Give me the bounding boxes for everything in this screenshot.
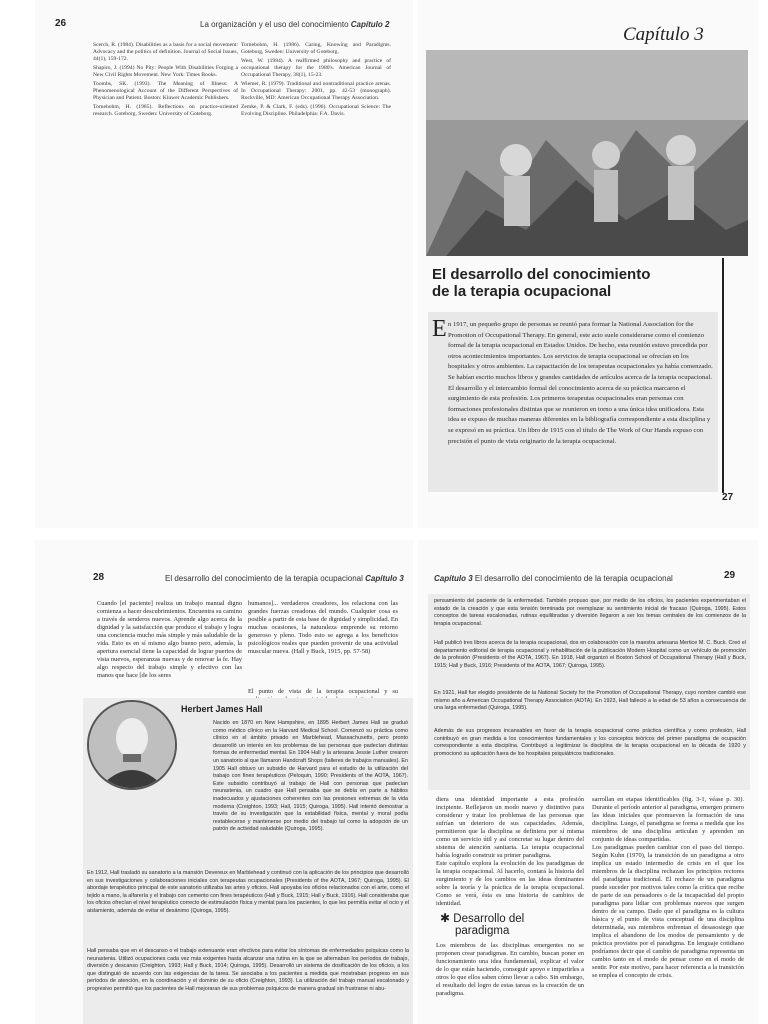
- page-number: 27: [722, 492, 734, 503]
- intro-paragraph: n 1917, un pequeño grupo de personas se reunió para formar la National Association for the Promotion of Occupational Therapy. En general, este acto suele considerarse como el comienzo formal de la terapia ocupacional en Estados Unidos. De hecho, esta reunión estuvo precedida por otros acontecimientos importantes. Los servicios de terapia ocupacional se ofrecían en los hospitales y otros ambientes. La capacitación de los terapeutas ocupacionales ya había comenzado. Se habían escrito muchos libros y grandes cantidades de artículos acerca de la terapia ocupacional. El desarrollo y el intercambio formal del conocimiento acerca de su práctica marcaron el surgimiento de esta profesión. Los primeros terapeutas ocupacionales eran personas con formaciones profesionales distintas que se reunieron en torno a una única idea unificadora. Esta idea se expuso de muchas maneras diferentes en la bibliografía correspondiente a esta disciplina y se expresó en su práctica. Un libro de 1915 con el título de The Work of Our Hands expuso con precisión el punto de vista originario de la terapia ocupacional.: [448, 321, 713, 445]
- quote-column-1: Cuando [el paciente] realiza un trabajo manual digno comienza a hacer descubrimientos. Encuentra su camino a través de senderos nuevos. Aprende algo acerca de la dignidad y la satisfacción que produce el trabajo y logra una conciencia mucho más simple y más saludable de la vida. Esto es en sí mismo algo bueno pero, además, la apertura esencial tiene la capacidad de lograr puertos de vista nuevos, esperanzas nuevas y de renovar la fe. Hay algo respecto del trabajo simple y efectivo con las manos que hace [de los seres: [97, 600, 242, 679]
- page-number: 29: [724, 570, 736, 581]
- page-27: [418, 0, 758, 528]
- running-head-chapter: Capítulo 2: [350, 20, 390, 29]
- column-b-paragraph-2: Los paradigmas pueden cambiar con el paso del tiempo. Según Kuhn (1970), la transición de un paradigma a otro implica un estado intermedio de crisis en el que los miembros de la disciplina rechazan los principios rectores del paradigma tradicional. El rechazo de un paradigma puede suceder por motivos tales como la crítica que recibe de parte de sus pensadores o de la incapacidad del propio paradigma para lidiar con problemas nuevos que surgen dentro de su campo. Dado que el paradigma es la cultura básica y el punto de vista conceptual de una disciplina determinada, sus miembros enfrentan el desasosiego que implica el abandono de los modos de pensamiento y de práctica provistos por el paradigma. En lenguaje cotidiano podríamos decir que el cambio de paradigma representa un cambio tanto en el modo de pensar como en el modo de sentir. Por este motivo, para hacer referencia a la transición se emplea el concepto de crisis.: [592, 844, 744, 979]
- column-a-paragraph-2: Este capítulo explora la evolución de los paradigmas de la terapia ocupacional. Al hacerlo, contará la historia del surgimiento y de los cambios en las ideas dominantes sobre la teoría y la práctica de la terapia ocupacional. Como se verá, ésta es una historia de cambios de identidad.: [436, 860, 584, 907]
- section-heading-line-2: paradigma: [455, 925, 510, 937]
- running-head-chapter: Capítulo 3: [365, 574, 404, 583]
- reference-entry: Tornebohm, H. (1985). Reflections on practice-oriented research. Goteborg, Sweden: University of Goteborg.: [93, 104, 238, 117]
- running-head: [200, 20, 389, 29]
- chapter-title: [432, 266, 650, 300]
- chapter-title-line-2: de la terapia ocupacional: [432, 283, 612, 300]
- column-a-paragraph-1: diera una identidad importante a esta profesión incipiente. Reflejaron un modo nuevo y distintivo para considerar y tratar los problemas de las personas que sufrían un deterioro de sus capacidades. Además, permitieron que la disciplina se definiera por sí misma como un servicio útil y así concretar su lugar dentro del sistema de atención sanitaria. La terapia ocupacional había logrado construir su primer paradigma.: [436, 796, 584, 859]
- biography-paragraph-1: Nacido en 1870 en New Hampshire, en 1895 Herbert James Hall se graduó como médico clínico en la Harvard Medical School. Comenzó su práctica como clínico en el ámbito privado en Marblehead, Massachusetts, pero pronto desarrolló un interés en los problemas de las personas que padecían distintas formas de enfermedad mental. En 1904 Hall y la artesana Jessie Luther crearon un sanatorio al que llamaron Handcraft Shops (talleres de trabajos manuales). En 1905 Hall obtuvo un subsidio de Harvard para el estudio de la utilización del trabajo con fines terapéuticos (Peloquin, 1990; Presidents of the AOTA, 1967). Este subsidio contribuyó al trabajo de Hall con personas que padecían neurastenia, un cuadro que Hall pensaba que se debía en parte a hábitos inadecuados y ajustaciones coherentes con las presiones extremas de la vida moderna (Creighton, 1993; Hall, 1915; Quiroga, 1995). Hall intentó demostrar a través de su investigación que la estabilidad física, mental y moral podía restablecerse y mantenerse por medio del trabajo tal como la adopción de un patrón de actividad saludable (Quiroga, 1995).: [213, 720, 408, 833]
- page-29: [418, 540, 758, 1024]
- running-head-title: La organización y el uso del conocimiento: [200, 20, 349, 29]
- reference-entry: Zemke, P. & Clark, F. (eds). (1996). Occupational Science: The Evolving Discipline. Philadelphia: F.A. Davis.: [241, 104, 391, 117]
- running-head: [165, 574, 404, 583]
- reference-entry: Toombs, SK. (1993). The Meaning of Illness: A Phenomenological Account of the Different Perspectives of Physician and Patient. Boston: Kluwer Academic Publishers.: [93, 81, 238, 101]
- chapter-label: Capítulo 3: [623, 24, 704, 45]
- running-head: [434, 574, 673, 583]
- intro-dropcap: E: [432, 316, 447, 342]
- references-column-1: [93, 42, 238, 120]
- section-heading-line-1: Desarrollo del: [453, 913, 525, 925]
- portrait-frame: [87, 700, 177, 790]
- chapter-title-line-1: El desarrollo del conocimiento: [432, 266, 651, 283]
- section-heading: [440, 912, 524, 937]
- biography-continued-3: En 1921, Hall fue elegido presidente de la National Society for the Promotion of Occupational Therapy, cuyo nombre cambió ese mismo año a American Occupational Therapy Association (AOTA). En 1923, Hall falleció a la edad de 53 años a consecuencia de una larga enfermedad (Quiroga, 1995).: [434, 690, 746, 712]
- page-number: 28: [93, 572, 105, 583]
- biography-title: Herbert James Hall: [181, 704, 263, 714]
- chapter-illustration: [426, 50, 748, 256]
- running-head-title: El desarrollo del conocimiento de la terapia ocupacional: [165, 574, 363, 583]
- column-a-paragraph-3: Los miembros de las disciplinas emergentes no se proponen crear paradigmas. En cambio, buscan poner en funcionamiento una idea fundamental, explicar el valor de lo que están haciendo, conseguir apoyo e impartirles a otros lo que ellos saben cómo llevar a cabo. Sin embargo, el resultado del logro de estas tareas es la creación de un paradigma.: [436, 942, 584, 997]
- biography-continued-1: pensamiento del paciente de la enfermedad. También propuso que, por medio de los oficios, los pacientes experimentaban el estado de la creación y que esta tensión terminada por reemplazar su sentimiento inicial de fracaso (Quiroga, 1995). Estos conceptos de tareas escalonadas, rutinas equilibradas y diversión llegaron a ser los temas centrales de los comienzos de la terapia ocupacional.: [434, 598, 746, 627]
- after-quote-text: El punto de vista de la terapia ocupacional y su: [248, 688, 398, 695]
- column-b-paragraph-1: sarrollan en etapas identificables (fig. 3-1, véase p. 30). Durante el período anterior al paradigma, emergen primero las ideas iniciales que promueven la formación de una disciplina. Luego, el paradigma se forma a medida que los miembros de una disciplina articulan y aprenden un conjunto de ideas compartidas.: [592, 796, 744, 843]
- reference-entry: Wiemer, R. (1979). Traditional and nontraditional practice arenas. In Occupational Therapy: 2001, pp. 42-53 (monograph). Rockville, MD: American Occupational Therapy Association.: [241, 81, 391, 101]
- biography-paragraph-2: En 1912, Hall trasladó su sanatorio a la mansión Devereux en Marblehead y continuó con la aplicación de los principios que desarrolló en sus investigaciones y colaboraciones iniciales con terapeutas ocupacionales (Presidents of the AOTA, 1967; Quiroga, 1995). El abordaje terapéutico principal de este sanatorio utilizaba las artes y oficios. Hall apoyaba los oficios relacionados con el arte, como el tejido a mano, la alfarería y el trabajo con cemento con fines terapéuticos (Hall y Buck, 1915; Hall y Buck, 1916). Hall consideraba que los oficios ofrecían el nivel terapéutico correcto de estimulación física y mental para los pacientes, lo que les permitía evitar el ocio y el aislamiento, además de evitar el desánimo (Quiroga, 1995).: [87, 870, 409, 914]
- page-28: [35, 540, 413, 1024]
- page-26: [35, 0, 413, 528]
- biography-continued-2: Hall publicó tres libros acerca de la terapia ocupacional, dos en colaboración con la maestra artesana Mertice M. C. Buck. Creó el departamento editorial de terapia ocupacional y rehabilitación de la publicación Modern Hospital como un vehículo de promoción de la profesión (Presidents of the AOTA, 1967). En 1918, Hall organizó el Boston School of Occupational Therapy (Hall y Buck, 1915; Hall y Buck, 1916; Presidents of the AOTA, 1967; Quiroga, 1995).: [434, 640, 746, 669]
- biography-paragraph-3: Hall pensaba que en el descanso o el trabajo extenuante eran efectivos para evitar los síntomas de enfermedades psíquicas como la neurastenia. Utilizó ocupaciones cada vez más exigentes hasta alcanzar una rutina en la que se alternaban los períodos de trabajo, diversión y descanso (Creighton, 1993; Hall y Buck, 1914; Quiroga, 1995). Desarrolló un sistema de dosificación de los oficios, a los que distinguió de acuerdo con las exigencias de la tarea. Se asociaba a los pacientes a medida que mostraban progreso en sus períodos de atención, en la coordinación y el dominio de su oficio (Creighton, 1993). La utilización del trabajo manual escalonado y progresivo permitió que los pacientes de Hall mejoraran de sus problemas psíquicos de manera gradual sin frustrarse ni abu-: [87, 948, 409, 992]
- illustration-image: [426, 50, 748, 256]
- quote-column-2: humanos]... verdaderos creadores, los relaciona con las grandes fuerzas creadoras del mundo. Cualquier cosa es posible a partir de esta base de dignidad y simplicidad. En muchas ocasiones, la naturaleza emprende su retorno generoso y pleno. Todo esto se agrega a los beneficios psicológicos reales que pueden provenir de una actividad muscular nueva. (Hall y Buck, 1915, pp. 57-58): [248, 600, 398, 655]
- running-head-title: El desarrollo del conocimiento de la terapia ocupacional: [474, 574, 673, 583]
- references-column-2: [241, 42, 391, 120]
- running-head-chapter: Capítulo 3: [434, 574, 473, 583]
- reference-entry: Scerch, R. (1984). Disabilities as a basis for a social movement: Advocacy and the politics of definition. Journal of Social Issues, 44(1), 159-172.: [93, 42, 238, 62]
- reference-entry: Shapiro, J. (1994) No Pity: People With Disabilities Forging a New Civil Rights Movement. New York: Times Books.: [93, 65, 238, 78]
- page-number: 26: [55, 18, 67, 29]
- reference-entry: West, W. (1984). A reaffirmed philosophy and practice of occupational therapy for the 1980's. American Journal of Occupational Therapy, 38(1), 15-23.: [241, 58, 391, 78]
- reference-entry: Tornebohm, H. (1986). Caring, Knowing and Paradigms. Goteborg, Sweden: University of Goteborg.: [241, 42, 391, 55]
- biography-continued-4: Además de sus progresos incansables en favor de la terapia ocupacional como práctica científica y como profesión, Hall contribuyó en gran medida a los conocimientos fundamentales y los conceptos teóricos del primer paradigma de ocupación correspondiente a esta disciplina. Contribuyó a legitimizar la disciplina de la terapia ocupacional en la década de 1920 y promocionó su aplicación fuera de los hospitales psiquiátricos tradicionales.: [434, 728, 746, 757]
- vertical-rule: [722, 258, 724, 493]
- section-star-icon: ✱: [440, 911, 451, 925]
- portrait-image: [89, 702, 175, 788]
